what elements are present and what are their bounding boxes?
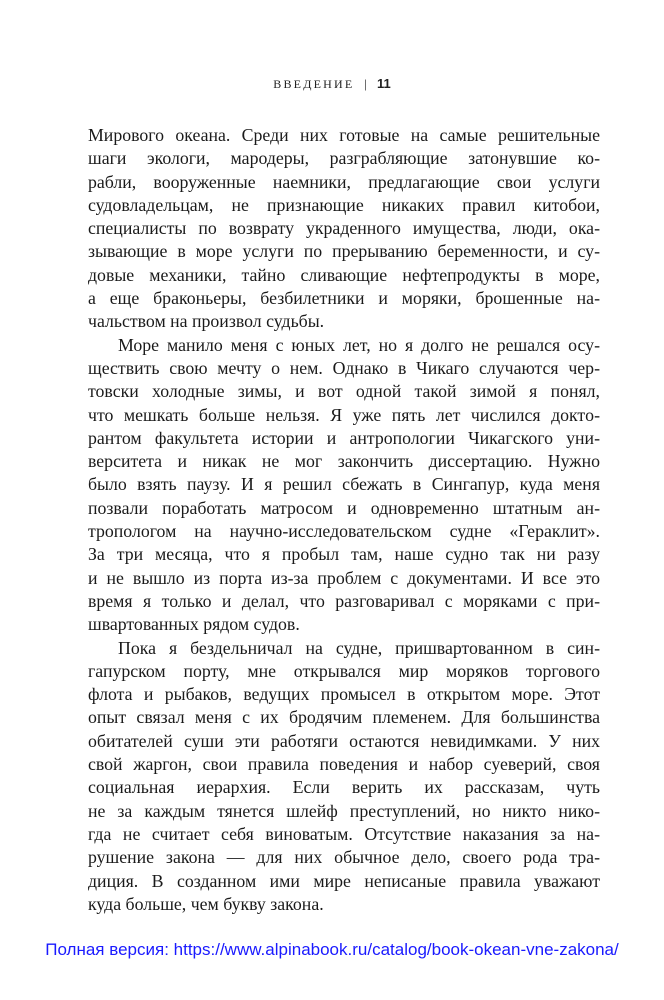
text-line: товски холодные зимы, и вот одной такой зимой я понял, bbox=[88, 381, 600, 402]
text-line: рушение закона — для них обычное дело, своего рода тра- bbox=[88, 847, 600, 868]
text-line: Мирового океана. Среди них готовые на самые решительные bbox=[88, 125, 600, 145]
header-separator: | bbox=[364, 76, 367, 91]
text-line: рантом факультета истории и антропологии Чикагского уни- bbox=[88, 427, 600, 448]
text-line: зывающие в море услуги по прерыванию беременности, и су- bbox=[88, 241, 600, 262]
body-text bbox=[88, 124, 600, 916]
text-line: За три месяца, что я пробыл там, наше судно так ни разу bbox=[88, 544, 600, 565]
text-line: было взять паузу. И я решил сбежать в Сингапур, куда меня bbox=[88, 474, 600, 495]
text-line: гда не считает себя виноватым. Отсутствие наказания за на- bbox=[88, 823, 600, 844]
full-version-link[interactable]: Полная версия: https://www.alpinabook.ru/catalog/book-okean-vne-zakona/ bbox=[45, 940, 619, 959]
text-line: шаги экологи, мародеры, разграбляющие затонувшие ко- bbox=[88, 148, 600, 169]
text-line: гапурском порту, мне открывался мир моряков торгового bbox=[88, 660, 600, 681]
text-line: довые механики, тайно сливающие нефтепродукты в море, bbox=[88, 264, 600, 285]
text-line: куда больше, чем букву закона. bbox=[88, 893, 324, 914]
text-line: опыт связал меня с их бродячим племенем. Для большинства bbox=[88, 707, 600, 728]
text-line: флота и рыбаков, ведущих промысел в открытом море. Этот bbox=[88, 684, 600, 705]
text-line: не за каждым тянется шлейф преступлений, но никто нико- bbox=[88, 800, 600, 821]
text-line: обитателей суши эти работяги остаются невидимками. У них bbox=[88, 730, 600, 751]
text-line: верситета и никак не мог закончить диссертацию. Нужно bbox=[88, 451, 600, 472]
running-head bbox=[0, 76, 664, 92]
text-line: свой жаргон, свои правила поведения и набор суеверий, своя bbox=[88, 754, 600, 775]
text-line: ществить свою мечту о нем. Однако в Чикаго случаются чер- bbox=[88, 357, 600, 378]
section-title: ВВЕДЕНИЕ bbox=[273, 77, 355, 91]
text-line: социальная иерархия. Если верить их рассказам, чуть bbox=[88, 777, 600, 798]
text-line: рабли, вооруженные наемники, предлагающие свои услуги bbox=[88, 171, 600, 192]
text-line: что мешкать больше нельзя. Я уже пять лет числился доктo- bbox=[88, 404, 600, 425]
page-number: 11 bbox=[376, 76, 391, 91]
text-line: судовладельцам, не признающие никаких правил китобои, bbox=[88, 194, 600, 215]
text-line: время я только и делал, что разговаривал с моряками с при- bbox=[88, 590, 600, 611]
text-line: тропологом на научно-исследовательском судне «Гераклит». bbox=[88, 521, 600, 542]
text-line: диция. В созданном ими мире неписаные правила уважают bbox=[88, 870, 600, 891]
text-line: Пока я бездельничал на судне, пришвартованном в син- bbox=[118, 637, 600, 658]
text-line: а еще браконьеры, безбилетники и моряки, брошенные на- bbox=[88, 288, 600, 309]
text-line: специалисты по возврату украденного имущества, люди, ока- bbox=[88, 218, 600, 239]
text-line: и не вышло из порта из-за проблем с документами. И все это bbox=[88, 567, 600, 588]
text-line: Море манило меня с юных лет, но я долго не решался осу- bbox=[118, 334, 600, 355]
text-line: чальством на произвол судьбы. bbox=[88, 311, 325, 332]
text-line: швартованных рядом судов. bbox=[88, 614, 300, 635]
text-line: позвали поработать матросом и одновременно штатным ан- bbox=[88, 497, 600, 518]
